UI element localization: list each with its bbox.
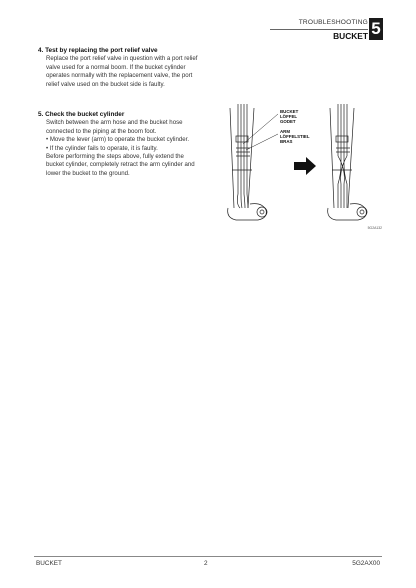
footer-rule — [34, 556, 382, 557]
footer-document-code: 5G2AX00 — [352, 560, 380, 567]
bullet-item: • Move the lever (arm) to operate the bucket cylinder. — [46, 136, 200, 144]
hose-swap-figure — [218, 104, 382, 232]
section-body: Switch between the arm hose and the bucket hose connected to the piping at the boom foot. — [46, 119, 183, 135]
chapter-number-badge: 5 — [369, 18, 383, 40]
section-heading: 4. Test by replacing the port relief valve — [38, 47, 158, 54]
section-heading: 5. Check the bucket cylinder — [38, 111, 125, 118]
page-number: 2 — [204, 560, 208, 567]
section-bucket-cylinder — [38, 111, 200, 178]
callout-bucket: BUCKET LÖFFEL GODET — [280, 109, 299, 124]
footer-chapter-name: BUCKET — [36, 560, 62, 567]
figure-code: 5G2A132 — [367, 226, 382, 230]
callout-arm: ARM LÖFFELSTIEL BRAS — [280, 129, 310, 144]
section-body: Replace the port relief valve in question with a port relief valve used for a normal boom. If the bucket cylinder operates normally with the replacement valve, the port relief valve used on the bucket side is faulty. — [46, 55, 198, 88]
header-section-title: TROUBLESHOOTING — [298, 19, 368, 26]
section-body-continued: Before performing the steps above, fully extend the bucket cylinder, completely retract the arm cylinder and lower the bucket to the ground. — [46, 153, 195, 177]
header-rule — [270, 29, 368, 30]
hose-swap-illustration — [218, 104, 382, 232]
header-subsection-title: BUCKET — [333, 31, 368, 41]
bullet-list — [46, 136, 200, 153]
section-port-relief-valve — [38, 47, 200, 89]
bullet-item: • If the cylinder fails to operate, it is faulty. — [46, 145, 200, 153]
